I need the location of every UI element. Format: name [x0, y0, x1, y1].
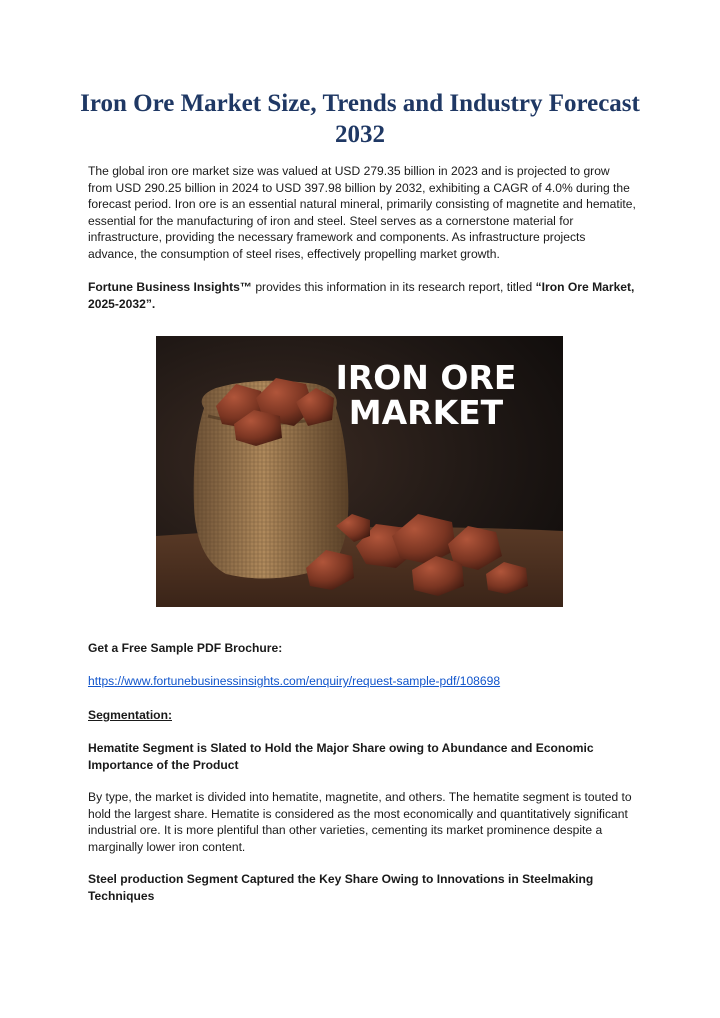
sample-pdf-link[interactable]: https://www.fortunebusinessinsights.com/enquiry/request-sample-pdf/108698: [88, 674, 501, 688]
hero-overlay-line1: IRON ORE: [335, 358, 517, 397]
source-paragraph: [88, 279, 636, 312]
sample-heading: Get a Free Sample PDF Brochure:: [88, 641, 283, 655]
source-report-title: “Iron Ore Market, 2025-2032”.: [88, 280, 635, 311]
steel-heading: Steel production Segment Captured the Key Share Owing to Innovations in Steelmaking Techniques: [88, 872, 594, 903]
hematite-paragraph: By type, the market is divided into hematite, magnetite, and others. The hematite segment is touted to hold the largest share. Hematite is considered as the most economically and quantitatively significant industrial ore. It is more plentiful than other varieties, cementing its market prominence despite a marginally lower iron content.: [88, 790, 632, 854]
source-text: provides this information in its research report, titled: [251, 280, 536, 294]
hematite-heading: Hematite Segment is Slated to Hold the Major Share owing to Abundance and Economic Importance of the Product: [88, 741, 594, 772]
intro-paragraph: The global iron ore market size was valued at USD 279.35 billion in 2023 and is projected to grow from USD 290.25 billion in 2024 to USD 397.98 billion by 2032, exhibiting a CAGR of 4.0% during the forecast period. Iron ore is an essential natural mineral, primarily consisting of magnetite and hematite, essential for the manufacturing of iron and steel. Steel serves as a cornerstone material for infrastructure, providing the necessary framework and components. As infrastructure projects advance, the consumption of steel rises, effectively propelling market growth.: [88, 164, 636, 261]
hero-overlay-line2: MARKET: [348, 393, 504, 432]
segmentation-heading: Segmentation:: [88, 708, 172, 722]
source-brand: Fortune Business Insights™: [88, 280, 252, 294]
iron-ore-hero-image: [156, 336, 563, 607]
page-title: Iron Ore Market Size, Trends and Industry Forecast 2032: [80, 90, 640, 148]
